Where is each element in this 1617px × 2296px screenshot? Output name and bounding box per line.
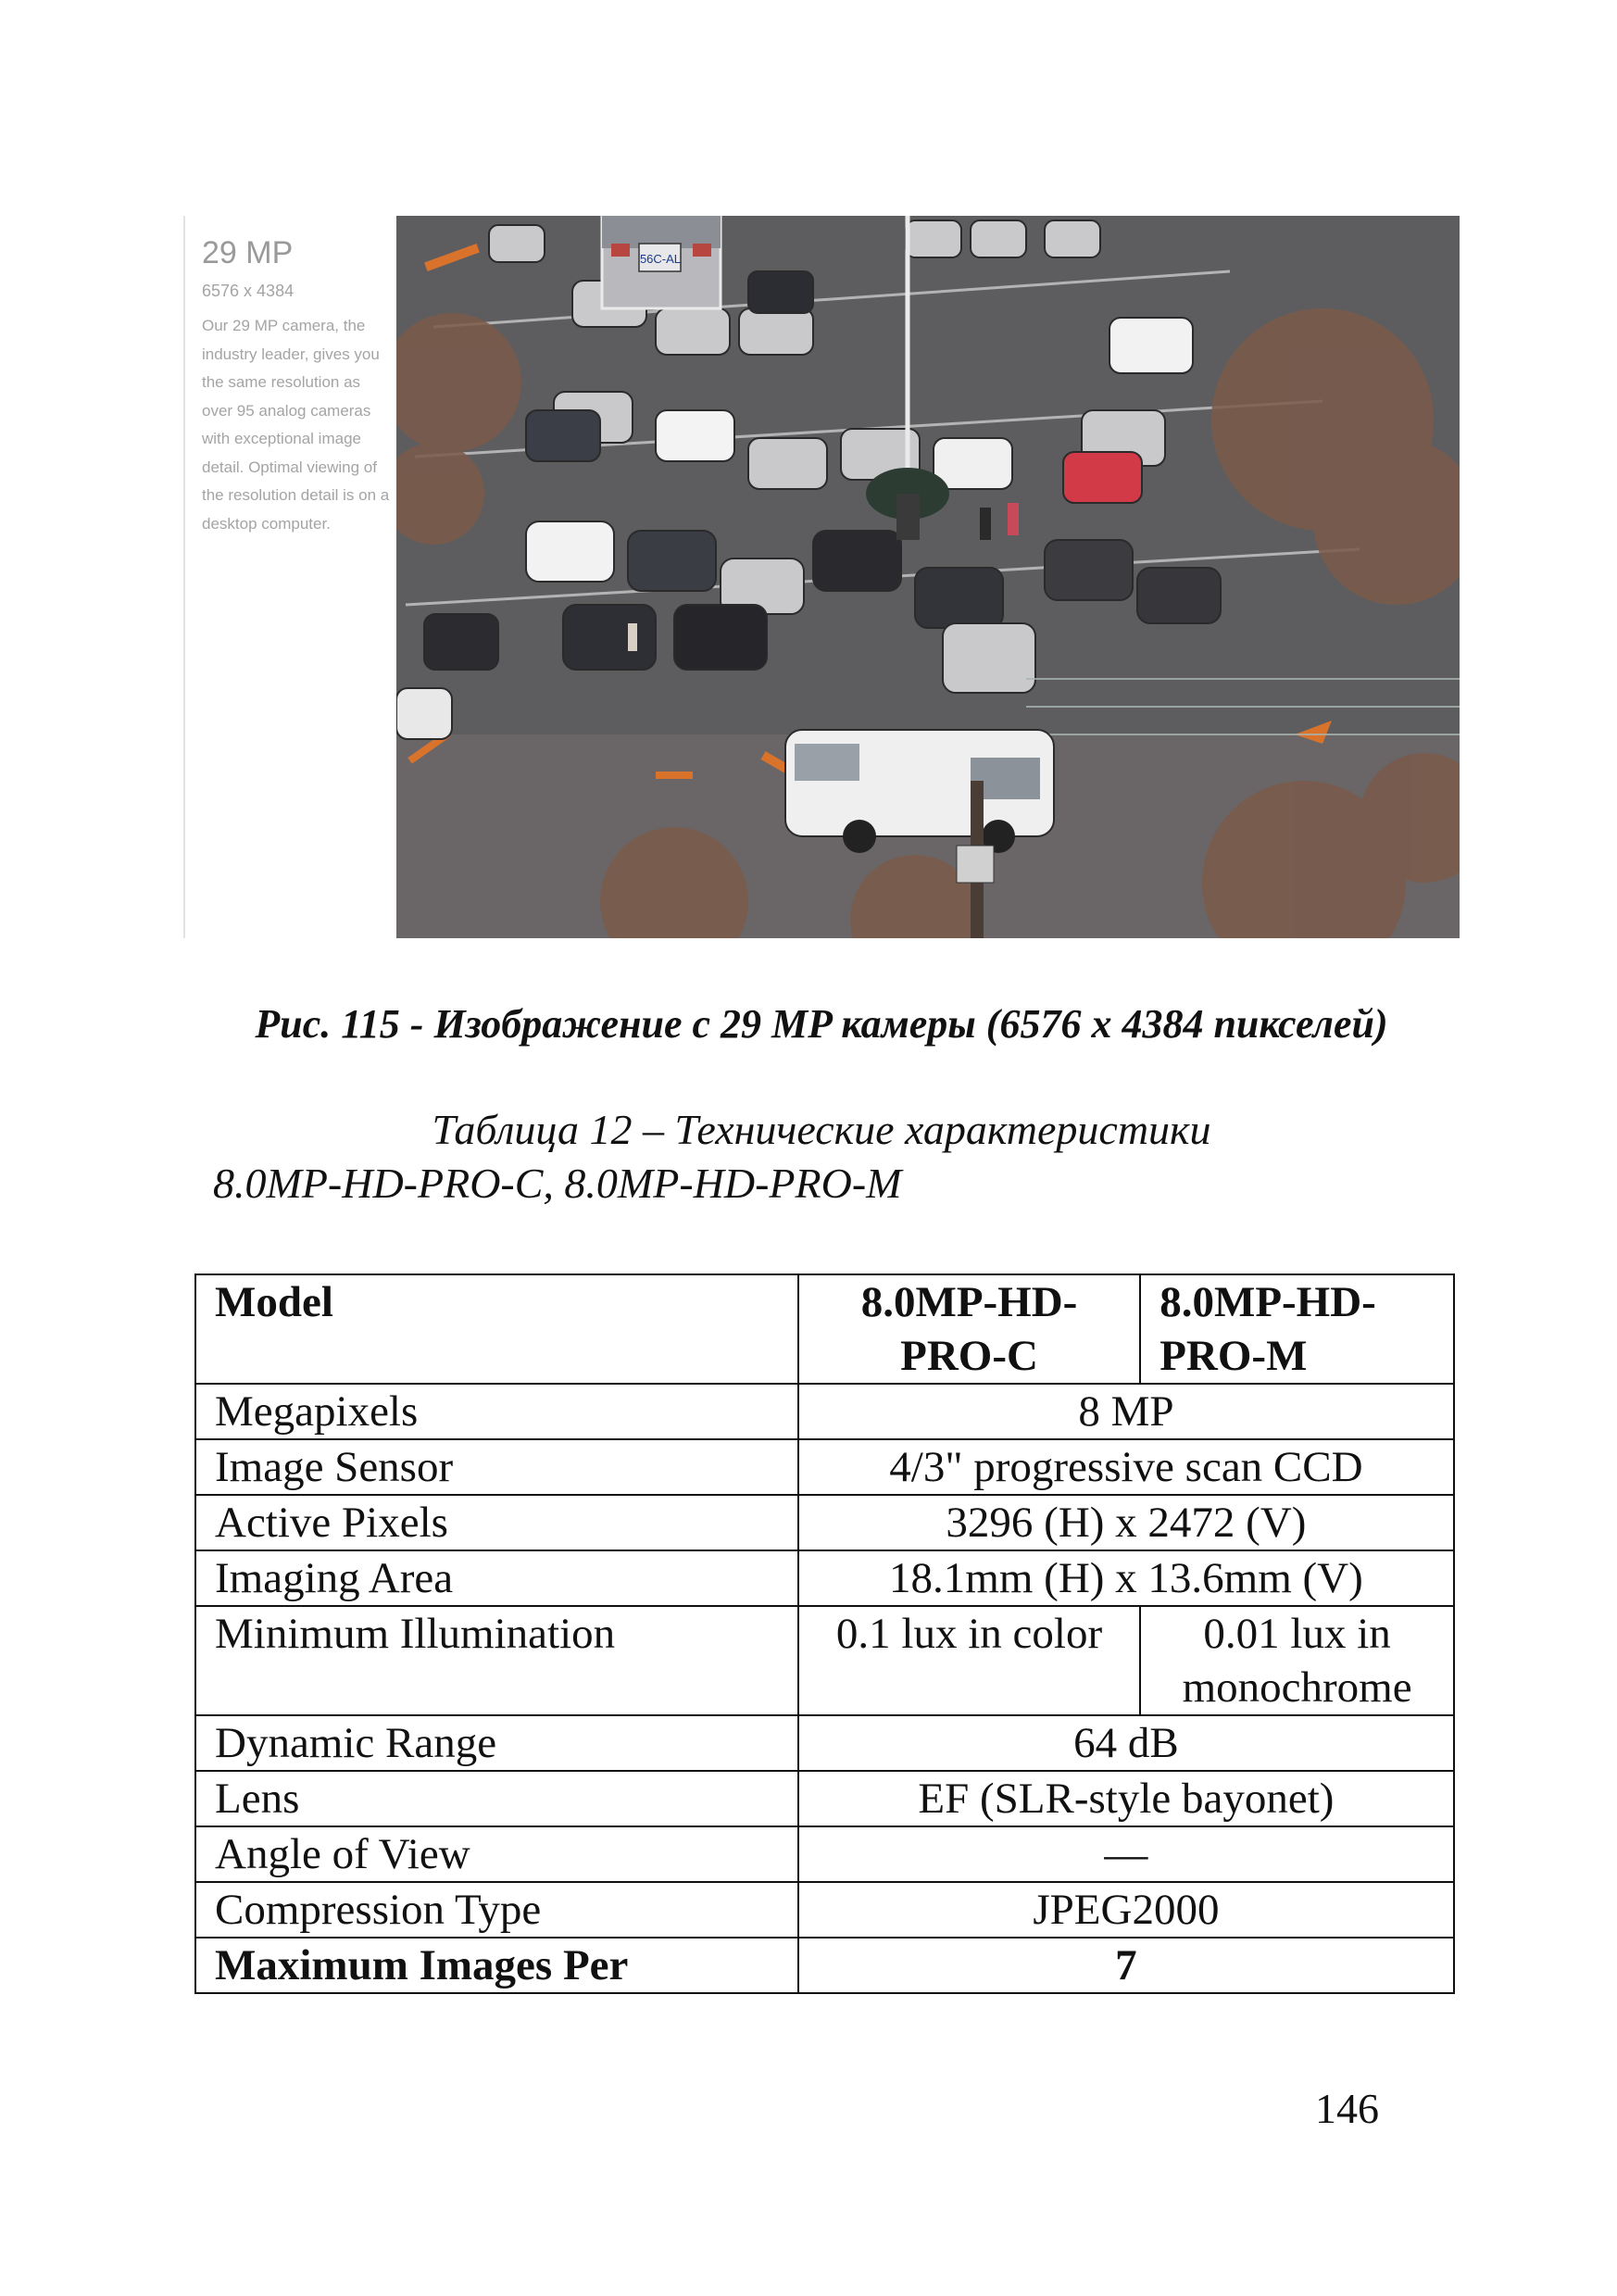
row-label: Megapixels (195, 1384, 798, 1439)
license-plate-inset (602, 216, 721, 308)
row-label: Image Sensor (195, 1439, 798, 1495)
plate-text: 56C-AL (639, 252, 682, 266)
row-label: Compression Type (195, 1882, 798, 1938)
parking-lot-illustration (396, 216, 1460, 938)
specifications-table (194, 1273, 1455, 1994)
row-value: 18.1mm (H) x 13.6mm (V) (798, 1550, 1454, 1606)
table-row (195, 1771, 1454, 1826)
figure-side-title: 29 MP (202, 235, 294, 270)
row-value: EF (SLR-style bayonet) (798, 1771, 1454, 1826)
parking-lot-photo (396, 216, 1460, 938)
table-row (195, 1882, 1454, 1938)
camera-figure (183, 216, 1460, 938)
row-label: Maximum Images Per (195, 1938, 798, 1993)
row-value: 4/3" progressive scan CCD (798, 1439, 1454, 1495)
table-caption: Таблица 12 – Технические характеристики (432, 1106, 1211, 1153)
table-row (195, 1439, 1454, 1495)
figure-side-panel (185, 216, 396, 938)
row-label: Active Pixels (195, 1495, 798, 1550)
header-model-c: 8.0MP-HD-PRO-C (798, 1274, 1140, 1384)
row-value: 64 dB (798, 1715, 1454, 1771)
row-label: Dynamic Range (195, 1715, 798, 1771)
table-row (195, 1938, 1454, 1993)
table-row (195, 1274, 1454, 1384)
table-row (195, 1550, 1454, 1606)
header-model-m: 8.0MP-HD-PRO-M (1140, 1274, 1454, 1384)
row-label: Lens (195, 1771, 798, 1826)
row-value: — (798, 1826, 1454, 1882)
row-value: 8 MP (798, 1384, 1454, 1439)
figure-caption: Рис. 115 - Изображение с 29 MP камеры (6576 x 4384 пикселей) (255, 1001, 1388, 1047)
page-number: 146 (1315, 2085, 1379, 2132)
white-van (785, 730, 1054, 853)
row-label: Imaging Area (195, 1550, 798, 1606)
row-value-color: 0.1 lux in color (798, 1606, 1140, 1715)
row-value: 3296 (H) x 2472 (V) (798, 1495, 1454, 1550)
row-value: JPEG2000 (798, 1882, 1454, 1938)
figure-side-description: Our 29 MP camera, the industry leader, gives you the same resolution as over 95 analog cameras with exceptional image detail. Optimal viewing of the resolution detail is on a desktop computer. (202, 317, 390, 533)
table-row (195, 1495, 1454, 1550)
table-row (195, 1384, 1454, 1439)
table-row (195, 1826, 1454, 1882)
figure-side-resolution: 6576 x 4384 (202, 282, 295, 300)
table-caption-models: 8.0MP-HD-PRO-C, 8.0MP-HD-PRO-M (213, 1160, 902, 1207)
header-label: Model (195, 1274, 798, 1384)
row-label: Angle of View (195, 1826, 798, 1882)
row-value: 7 (798, 1938, 1454, 1993)
table-row (195, 1606, 1454, 1715)
row-value-mono: 0.01 lux in monochrome (1140, 1606, 1454, 1715)
table-row (195, 1715, 1454, 1771)
row-label: Minimum Illumination (195, 1606, 798, 1715)
